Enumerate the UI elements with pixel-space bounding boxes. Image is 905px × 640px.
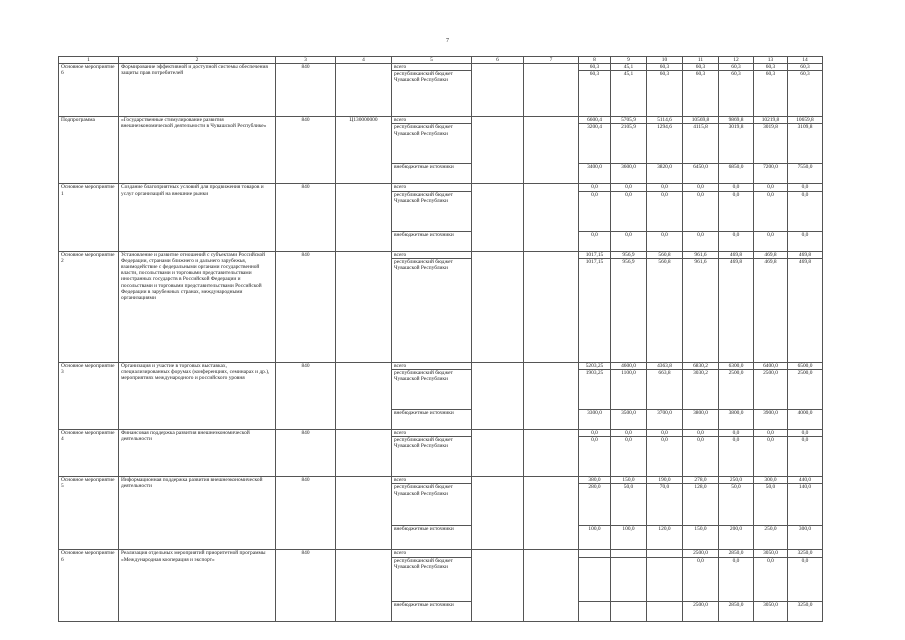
row-description: Создание благоприятных условий для продвижения товаров и услуг организаций на внешние рынки (119, 184, 276, 251)
column-header: 11 (683, 57, 719, 64)
value-cell: 7550,0 (788, 164, 823, 184)
row-description: Финансовая поддержка развития внешнеэкономической деятельности (119, 430, 276, 477)
funding-source: республиканский бюджет Чувашской Республики (392, 484, 472, 526)
table-row (59, 251, 823, 258)
value-cell: 0,0 (788, 430, 823, 437)
value-cell: 0,0 (647, 430, 683, 437)
value-cell: 3800,0 (719, 410, 754, 430)
value-cell: 6830,2 (683, 362, 719, 369)
column-header: 2 (119, 57, 276, 64)
column-header: 3 (276, 57, 336, 64)
funding-source: республиканский бюджет Чувашской Республики (392, 124, 472, 164)
value-cell: 0,0 (719, 191, 754, 231)
value-cell (647, 601, 683, 621)
table-row (59, 64, 823, 71)
value-cell: 60,3 (788, 71, 823, 117)
code-cell: 840 (276, 430, 336, 477)
column-header: 1 (59, 57, 119, 64)
value-cell: 3600,0 (611, 164, 647, 184)
value-cell: 140,0 (788, 484, 823, 526)
value-cell: 0,0 (719, 184, 754, 191)
code-cell (336, 430, 392, 477)
column-header: 10 (647, 57, 683, 64)
value-cell: 60,3 (788, 64, 823, 71)
empty-cell (524, 430, 579, 477)
value-cell: 0,0 (647, 231, 683, 251)
value-cell: 5705,9 (611, 117, 647, 124)
row-type: Основное мероприятие 6 (59, 550, 119, 621)
row-description: Установление и развитие отношений с субъектами Российской Федерации, странами ближнего и дальнего зарубежья, взаимодействие с федеральными органами государственной власти, посольствами и торговыми представительствами иностранных государств в Российской Федерации и посольствами и торговыми представительствами Российской Федерации в зарубежных странах, международными организациями (119, 251, 276, 362)
column-header: 8 (579, 57, 611, 64)
funding-source: внебюджетные источники (392, 601, 472, 621)
value-cell: 3200,4 (579, 124, 611, 164)
value-cell: 60,3 (579, 71, 611, 117)
value-cell: 5114,6 (647, 117, 683, 124)
value-cell: 10219,8 (754, 117, 788, 124)
value-cell: 0,0 (719, 557, 754, 601)
value-cell: 3800,0 (683, 410, 719, 430)
row-type: Основное мероприятие 4 (59, 430, 119, 477)
value-cell: 3019,8 (754, 124, 788, 164)
funding-source: республиканский бюджет Чувашской Республики (392, 437, 472, 477)
value-cell (579, 550, 611, 557)
code-cell: 840 (276, 251, 336, 362)
value-cell: 6300,0 (719, 362, 754, 369)
code-cell: 840 (276, 477, 336, 550)
column-header: 14 (788, 57, 823, 64)
value-cell: 0,0 (683, 430, 719, 437)
value-cell (647, 557, 683, 601)
value-cell: 2500,0 (719, 370, 754, 410)
code-cell: 840 (276, 550, 336, 621)
value-cell: 120,0 (647, 526, 683, 550)
value-cell: 3700,0 (647, 410, 683, 430)
funding-source: внебюджетные источники (392, 410, 472, 430)
value-cell: 2850,0 (719, 550, 754, 557)
value-cell: 0,0 (611, 184, 647, 191)
value-cell: 0,0 (579, 437, 611, 477)
table-row (59, 117, 823, 124)
value-cell: 0,0 (754, 557, 788, 601)
value-cell: 0,0 (788, 231, 823, 251)
value-cell: 45,1 (611, 64, 647, 71)
value-cell: 0,0 (719, 437, 754, 477)
value-cell: 0,0 (788, 557, 823, 601)
value-cell: 60,3 (579, 64, 611, 71)
code-cell (336, 64, 392, 117)
column-header: 6 (472, 57, 524, 64)
value-cell: 5203,25 (579, 362, 611, 369)
value-cell: 280,0 (579, 484, 611, 526)
funding-source: республиканский бюджет Чувашской Республики (392, 71, 472, 117)
value-cell: 50,0 (719, 484, 754, 526)
value-cell: 2500,0 (754, 370, 788, 410)
empty-cell (524, 362, 579, 429)
value-cell (611, 557, 647, 601)
value-cell: 2500,0 (683, 601, 719, 621)
value-cell: 60,3 (754, 64, 788, 71)
empty-cell (472, 184, 524, 251)
value-cell: 961,6 (683, 258, 719, 362)
value-cell: 200,0 (719, 526, 754, 550)
empty-cell (472, 430, 524, 477)
funding-source: всего (392, 550, 472, 557)
value-cell: 4363,8 (647, 362, 683, 369)
empty-cell (472, 64, 524, 117)
value-cell: 100,0 (579, 526, 611, 550)
code-cell: 840 (276, 184, 336, 251)
value-cell: 0,0 (788, 184, 823, 191)
empty-cell (524, 550, 579, 621)
row-type: Основное мероприятие 2 (59, 251, 119, 362)
value-cell: 3900,0 (754, 410, 788, 430)
value-cell: 60,3 (719, 71, 754, 117)
value-cell: 128,0 (683, 484, 719, 526)
value-cell: 60,3 (683, 71, 719, 117)
funding-source: всего (392, 362, 472, 369)
value-cell: 1017,15 (579, 258, 611, 362)
value-cell: 3250,0 (788, 550, 823, 557)
value-cell: 956,9 (611, 258, 647, 362)
value-cell: 3820,0 (647, 164, 683, 184)
column-header: 9 (611, 57, 647, 64)
value-cell: 0,0 (683, 437, 719, 477)
value-cell: 0,0 (647, 184, 683, 191)
value-cell: 278,0 (683, 477, 719, 484)
value-cell: 60,3 (647, 71, 683, 117)
funding-source: всего (392, 64, 472, 71)
value-cell: 0,0 (754, 191, 788, 231)
table-row (59, 550, 823, 557)
table-row (59, 184, 823, 191)
value-cell: 10659,8 (788, 117, 823, 124)
value-cell: 0,0 (719, 231, 754, 251)
value-cell: 6600,4 (579, 117, 611, 124)
empty-cell (524, 251, 579, 362)
value-cell: 150,0 (683, 526, 719, 550)
value-cell: 3300,0 (579, 410, 611, 430)
table-row (59, 362, 823, 369)
value-cell: 1903,25 (579, 370, 611, 410)
value-cell: 0,0 (683, 557, 719, 601)
value-cell: 1294,6 (647, 124, 683, 164)
value-cell (579, 557, 611, 601)
row-description: «Государственные стимулирование развития внешнеэкономической деятельности в Чувашской Республике» (119, 117, 276, 184)
value-cell: 440,0 (788, 477, 823, 484)
row-description: Информационная поддержка развития внешнеэкономической деятельности (119, 477, 276, 550)
value-cell: 956,9 (611, 251, 647, 258)
value-cell: 469,8 (754, 258, 788, 362)
empty-cell (524, 64, 579, 117)
value-cell: 0,0 (579, 430, 611, 437)
value-cell: 0,0 (754, 231, 788, 251)
page-number: 7 (446, 38, 449, 44)
value-cell: 0,0 (579, 191, 611, 231)
value-cell: 300,0 (788, 526, 823, 550)
row-type: Основное мероприятие 1 (59, 184, 119, 251)
code-cell (336, 477, 392, 550)
code-cell (336, 362, 392, 429)
value-cell: 0,0 (611, 231, 647, 251)
value-cell (611, 550, 647, 557)
row-type: Основное мероприятие 3 (59, 362, 119, 429)
value-cell: 469,8 (719, 258, 754, 362)
column-header: 7 (524, 57, 579, 64)
value-cell: 0,0 (611, 191, 647, 231)
value-cell: 2500,0 (788, 370, 823, 410)
funding-source: республиканский бюджет Чувашской Республики (392, 191, 472, 231)
column-header: 5 (392, 57, 472, 64)
value-cell: 60,3 (647, 64, 683, 71)
value-cell: 1100,0 (611, 370, 647, 410)
value-cell: 3400,0 (579, 164, 611, 184)
value-cell (611, 601, 647, 621)
funding-source: всего (392, 117, 472, 124)
value-cell: 560,8 (647, 251, 683, 258)
value-cell: 0,0 (611, 430, 647, 437)
value-cell: 4600,0 (611, 362, 647, 369)
code-cell: 840 (276, 64, 336, 117)
value-cell (579, 601, 611, 621)
value-cell: 6850,0 (719, 164, 754, 184)
value-cell: 3050,0 (754, 550, 788, 557)
value-cell: 100,0 (611, 526, 647, 550)
row-description: Организация и участие в торговых выставках, специализированных форумах (конференциях, семинарах и др.), мероприятиях международного и российского уровня (119, 362, 276, 429)
value-cell: 380,0 (579, 477, 611, 484)
value-cell: 0,0 (683, 231, 719, 251)
value-cell: 3109,8 (788, 124, 823, 164)
value-cell: 60,3 (719, 64, 754, 71)
value-cell: 60,3 (683, 64, 719, 71)
funding-source: всего (392, 477, 472, 484)
value-cell: 0,0 (754, 437, 788, 477)
code-cell (336, 184, 392, 251)
value-cell: 0,0 (788, 437, 823, 477)
value-cell: 560,8 (647, 258, 683, 362)
funding-source: всего (392, 430, 472, 437)
row-type: Основное мероприятие 6 (59, 64, 119, 117)
value-cell: 469,8 (754, 251, 788, 258)
value-cell: 150,0 (611, 477, 647, 484)
code-cell (336, 550, 392, 621)
code-cell: Ц130000000 (336, 117, 392, 184)
value-cell: 3500,0 (611, 410, 647, 430)
value-cell: 70,0 (647, 484, 683, 526)
budget-table (58, 56, 822, 622)
value-cell: 300,0 (754, 477, 788, 484)
empty-cell (472, 477, 524, 550)
value-cell: 60,3 (754, 71, 788, 117)
row-type: Основное мероприятие 5 (59, 477, 119, 550)
value-cell: 4115,8 (683, 124, 719, 164)
column-header: 13 (754, 57, 788, 64)
value-cell: 2850,0 (719, 601, 754, 621)
column-header: 4 (336, 57, 392, 64)
funding-source: республиканский бюджет Чувашской Республики (392, 258, 472, 362)
row-type: Подпрограмма (59, 117, 119, 184)
funding-source: всего (392, 184, 472, 191)
code-cell: 840 (276, 362, 336, 429)
funding-source: внебюджетные источники (392, 164, 472, 184)
value-cell: 469,8 (788, 258, 823, 362)
value-cell: 50,0 (611, 484, 647, 526)
value-cell: 2105,9 (611, 124, 647, 164)
funding-source: республиканский бюджет Чувашской Республики (392, 557, 472, 601)
value-cell: 6450,0 (683, 164, 719, 184)
value-cell: 0,0 (683, 191, 719, 231)
value-cell: 961,6 (683, 251, 719, 258)
value-cell: 3019,8 (719, 124, 754, 164)
value-cell: 0,0 (647, 191, 683, 231)
empty-cell (524, 117, 579, 184)
value-cell: 0,0 (579, 184, 611, 191)
value-cell: 4000,0 (788, 410, 823, 430)
empty-cell (472, 550, 524, 621)
code-cell (336, 251, 392, 362)
value-cell: 9869,8 (719, 117, 754, 124)
value-cell: 0,0 (647, 437, 683, 477)
value-cell: 45,1 (611, 71, 647, 117)
value-cell: 469,8 (788, 251, 823, 258)
empty-cell (472, 117, 524, 184)
value-cell: 10569,8 (683, 117, 719, 124)
value-cell: 469,8 (719, 251, 754, 258)
funding-source: внебюджетные источники (392, 231, 472, 251)
column-header: 12 (719, 57, 754, 64)
value-cell: 0,0 (788, 191, 823, 231)
value-cell: 250,0 (754, 526, 788, 550)
row-description: Реализация отдельных мероприятий приоритетной программы «Международная кооперация и экспорт» (119, 550, 276, 621)
table-row (59, 477, 823, 484)
row-description: Формирование эффективной и доступной системы обеспечения защиты прав потребителей (119, 64, 276, 117)
value-cell: 190,0 (647, 477, 683, 484)
table-row (59, 430, 823, 437)
empty-cell (472, 362, 524, 429)
value-cell: 0,0 (754, 184, 788, 191)
value-cell: 0,0 (754, 430, 788, 437)
value-cell: 0,0 (683, 184, 719, 191)
value-cell: 7200,0 (754, 164, 788, 184)
value-cell: 0,0 (719, 430, 754, 437)
value-cell: 3250,0 (788, 601, 823, 621)
funding-source: республиканский бюджет Чувашской Республики (392, 370, 472, 410)
value-cell: 250,0 (719, 477, 754, 484)
empty-cell (472, 251, 524, 362)
value-cell: 3030,2 (683, 370, 719, 410)
funding-source: всего (392, 251, 472, 258)
value-cell: 2500,0 (683, 550, 719, 557)
value-cell (647, 550, 683, 557)
value-cell: 0,0 (579, 231, 611, 251)
value-cell: 6400,0 (754, 362, 788, 369)
value-cell: 6500,0 (788, 362, 823, 369)
value-cell: 1017,15 (579, 251, 611, 258)
value-cell: 663,8 (647, 370, 683, 410)
empty-cell (524, 477, 579, 550)
value-cell: 50,0 (754, 484, 788, 526)
value-cell: 0,0 (611, 437, 647, 477)
value-cell: 3050,0 (754, 601, 788, 621)
code-cell: 840 (276, 117, 336, 184)
empty-cell (524, 184, 579, 251)
header-row (59, 57, 823, 64)
funding-source: внебюджетные источники (392, 526, 472, 550)
